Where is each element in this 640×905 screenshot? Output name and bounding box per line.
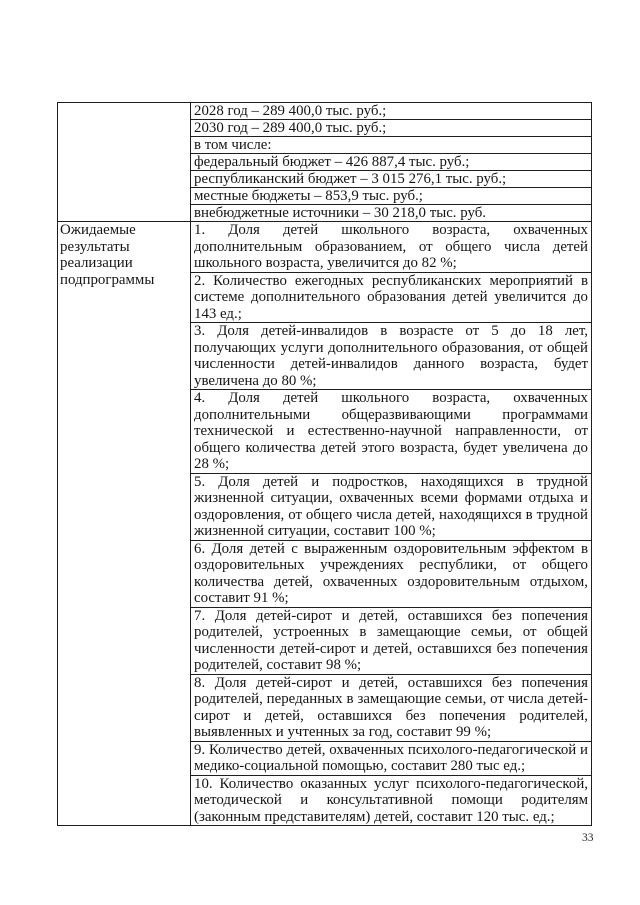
- expected-results-cell: [191, 222, 591, 825]
- expected-result-item-7: 7. Доля детей-сирот и детей, оставшихся без попечения родителей, устроенных в замещающие семьи, от общей численности детей-сирот и детей, оставшихся без попечения родителей, составит 98 %;: [191, 607, 591, 674]
- funding-line-extrabudgetary: внебюджетные источники – 30 218,0 тыс. руб.: [191, 204, 591, 221]
- expected-result-item-3: 3. Доля детей-инвалидов в возрасте от 5 до 18 лет, получающих услуги дополнительного образования, от общей численности детей-инвалидов данного возраста, будет увеличена до 80 %;: [191, 322, 591, 389]
- table-row-expected-results: [58, 221, 591, 825]
- expected-result-item-5: 5. Доля детей и подростков, находящихся в трудной жизненной ситуации, охваченных всеми формами отдыха и оздоровления, от общего числа детей, находящихся в трудной жизненной ситуации, составит 100 %;: [191, 473, 591, 540]
- funding-line-republican: республиканский бюджет – 3 015 276,1 тыс. руб.;: [191, 170, 591, 187]
- funding-values-cell: [191, 103, 591, 221]
- funding-line-federal: федеральный бюджет – 426 887,4 тыс. руб.;: [191, 153, 591, 170]
- program-table: [57, 102, 592, 826]
- expected-result-item-6: 6. Доля детей с выраженным оздоровительным эффектом в оздоровительных учреждениях республики, от общего количества детей, охваченных оздоровительным отдыхом, составит 91 %;: [191, 540, 591, 607]
- funding-line-local: местные бюджеты – 853,9 тыс. руб.;: [191, 187, 591, 204]
- table-row-funding: [58, 103, 591, 221]
- funding-line-2028: 2028 год – 289 400,0 тыс. руб.;: [194, 103, 387, 119]
- expected-result-item-9: 9. Количество детей, охваченных психолого-педагогической и медико-социальной помощью, составит 280 тыс ед.;: [191, 741, 591, 775]
- row-label-expected-results: Ожидаемые результаты реализации подпрограммы: [58, 222, 191, 825]
- funding-row-label-empty: [58, 103, 191, 221]
- expected-result-item-1: 1. Доля детей школьного возраста, охваченных дополнительным образованием, от общего числа детей школьного возраста, увеличится до 82 %;: [194, 222, 588, 271]
- funding-line-2030: 2030 год – 289 400,0 тыс. руб.;: [191, 119, 591, 136]
- funding-line-including: в том числе:: [191, 136, 591, 153]
- expected-result-item-2: 2. Количество ежегодных республиканских мероприятий в системе дополнительного образования детей увеличится до 143 ед.;: [191, 272, 591, 323]
- expected-result-item-4: 4. Доля детей школьного возраста, охваченных дополнительными общеразвивающими программами технической и естественно-научной направленности, от общего количества детей этого возраста, будет увеличена до 28 %;: [191, 389, 591, 473]
- page-number: 33: [582, 832, 594, 844]
- expected-result-item-10: 10. Количество оказанных услуг психолого-педагогической, методической и консультативной помощи родителям (законным представителям) детей, составит 120 тыс. ед.;: [191, 775, 591, 826]
- expected-result-item-8: 8. Доля детей-сирот и детей, оставшихся без попечения родителей, переданных в замещающие семьи, от числа детей-сирот и детей, оставшихся без попечения родителей, выявленных и учтенных за год, составит 99 %;: [191, 674, 591, 741]
